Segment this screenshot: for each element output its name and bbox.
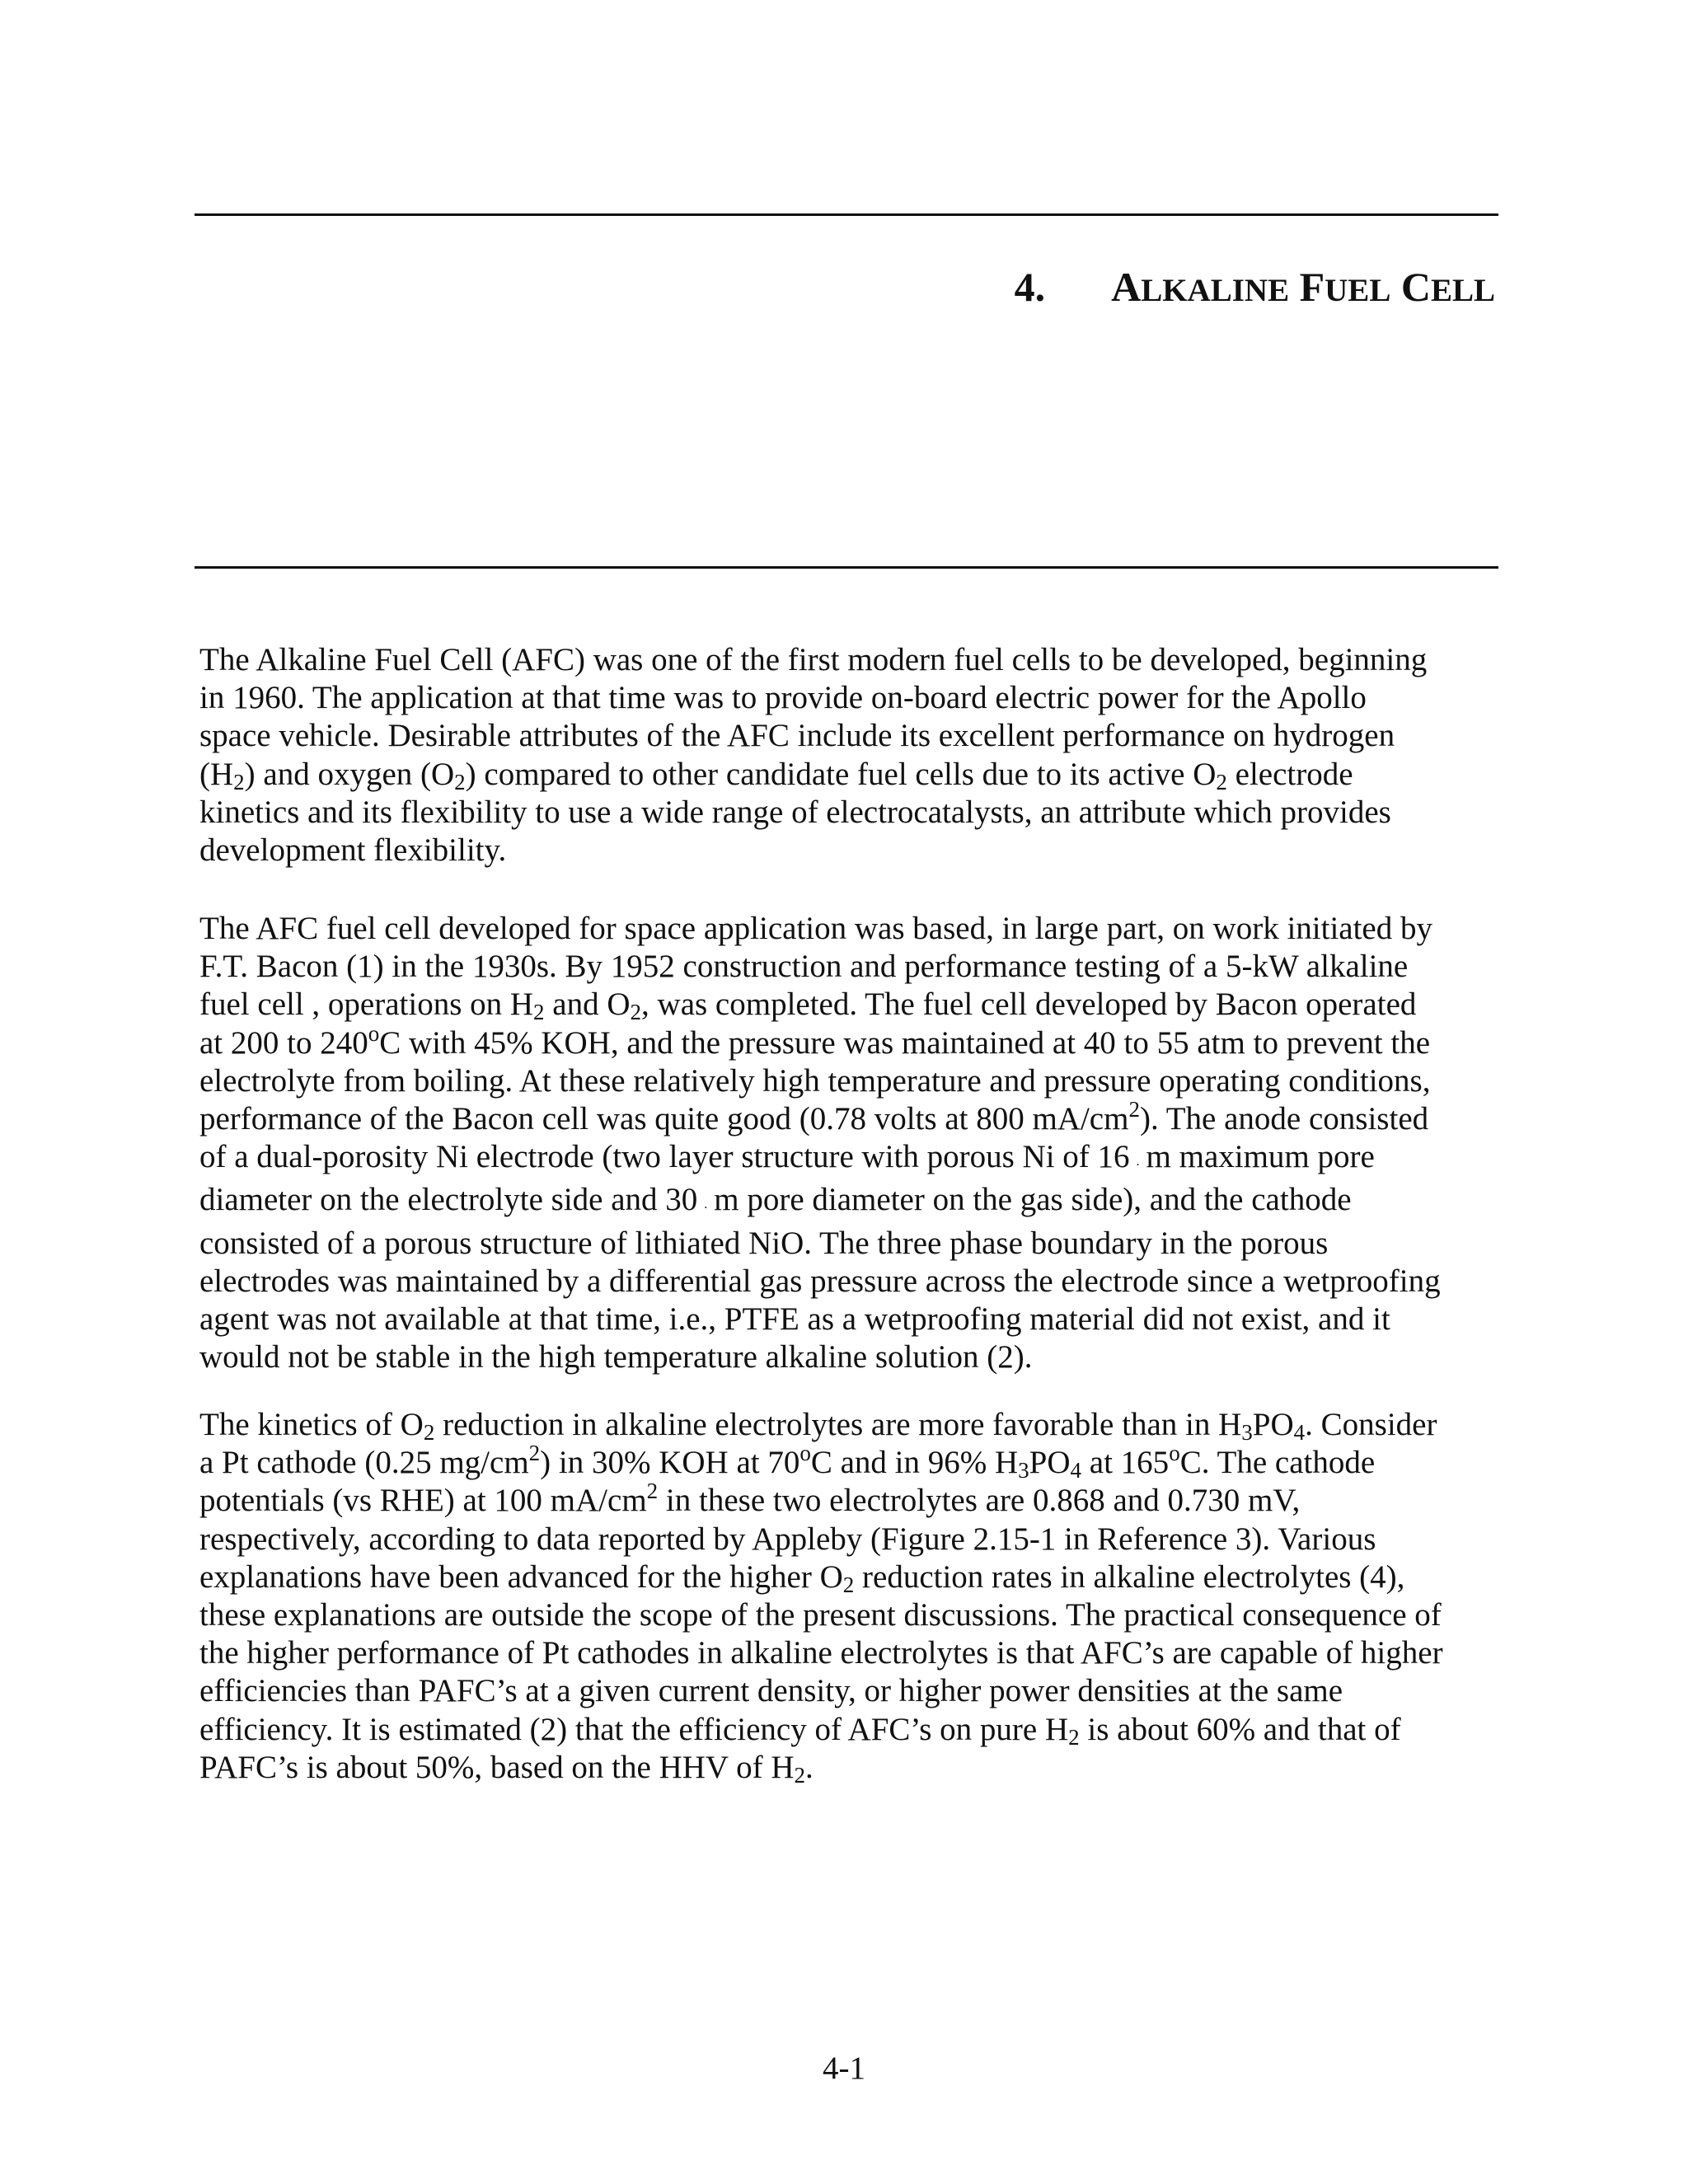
page-number: 4-1 bbox=[823, 2050, 865, 2086]
text-run: is about 60% and that of bbox=[1079, 1711, 1401, 1747]
text-run: these explanations are outside the scope of the present discussions. The practical consequence of bbox=[199, 1597, 1442, 1633]
paragraph bbox=[199, 641, 1518, 869]
superscript: o bbox=[799, 1441, 811, 1466]
text-run: C. The cathode bbox=[1179, 1445, 1376, 1481]
subscript: 2 bbox=[794, 1762, 806, 1788]
text-line bbox=[199, 717, 1518, 755]
text-run: PO bbox=[1252, 1407, 1294, 1442]
text-run: ) and oxygen (O bbox=[244, 756, 455, 792]
text-run: electrode bbox=[1226, 756, 1353, 792]
symbol-glyph: . bbox=[704, 1197, 708, 1212]
text-run: (H bbox=[199, 756, 234, 792]
text-run: C and in 96% H bbox=[810, 1445, 1019, 1481]
text-run: ). The anode consisted bbox=[1139, 1101, 1429, 1137]
text-run: , was completed. The fuel cell developed by Bacon operated bbox=[641, 987, 1417, 1023]
text-run: of a dual-porosity Ni electrode (two layer structure with porous Ni of 16 bbox=[199, 1139, 1130, 1175]
text-run: F.T. Bacon (1) in the 1930s. By 1952 construction and performance testing of a 5-kW alkaline bbox=[199, 949, 1409, 985]
text-line bbox=[199, 1097, 1518, 1138]
text-run: at 165 bbox=[1081, 1445, 1170, 1481]
text-line bbox=[199, 1406, 1518, 1444]
text-line bbox=[199, 1181, 1518, 1224]
text-run: and O bbox=[544, 987, 631, 1023]
title-word: FUEL bbox=[1299, 264, 1391, 310]
chapter-title bbox=[1111, 264, 1495, 310]
text-run: . bbox=[805, 1749, 814, 1785]
text-run: agent was not available at that time, i.e., PTFE as a wetproofing material did not exist, and it bbox=[199, 1301, 1390, 1338]
bottom-rule bbox=[195, 566, 1498, 569]
text-run: efficiencies than PAFC’s at a given current density, or higher power densities at the same bbox=[199, 1673, 1343, 1709]
subscript: 4 bbox=[1293, 1420, 1306, 1445]
paragraph bbox=[199, 1406, 1518, 1787]
text-line bbox=[199, 1062, 1518, 1100]
text-run: reduction rates in alkaline electrolytes (4), bbox=[854, 1558, 1405, 1595]
text-line bbox=[199, 1672, 1518, 1710]
title-word: CELL bbox=[1400, 264, 1495, 310]
text-run: space vehicle. Desirable attributes of the AFC include its excellent performance on hydrogen bbox=[199, 718, 1395, 754]
chapter-number: 4. bbox=[1014, 264, 1046, 310]
text-run: development flexibility. bbox=[199, 832, 507, 869]
subscript: 2 bbox=[233, 769, 245, 794]
text-line bbox=[199, 1558, 1518, 1596]
title-word: ALKALINE bbox=[1111, 264, 1290, 310]
text-run: in these two electrolytes are 0.868 and 0.730 mV, bbox=[658, 1483, 1301, 1519]
text-run: The Alkaline Fuel Cell (AFC) was one of the first modern fuel cells to be developed, beginning bbox=[199, 642, 1428, 677]
text-line bbox=[199, 756, 1518, 794]
text-line bbox=[199, 1338, 1518, 1376]
text-run: respectively, according to data reported by Appleby (Figure 2.15-1 in Reference 3). Various bbox=[199, 1521, 1376, 1557]
text-run: electrolyte from boiling. At these relatively high temperature and pressure operating conditions, bbox=[199, 1062, 1431, 1099]
subscript: 4 bbox=[1070, 1458, 1082, 1483]
subscript: 3 bbox=[1241, 1420, 1253, 1445]
text-run: the higher performance of Pt cathodes in alkaline electrolytes is that AFC’s are capable of higher bbox=[199, 1635, 1443, 1671]
text-line bbox=[199, 794, 1518, 832]
superscript: o bbox=[368, 1020, 380, 1046]
text-run: m pore diameter on the gas side), and the cathode bbox=[714, 1182, 1352, 1218]
text-line bbox=[199, 1301, 1518, 1338]
text-line bbox=[199, 1225, 1518, 1263]
superscript: 2 bbox=[528, 1441, 541, 1466]
subscript: 2 bbox=[630, 1000, 642, 1025]
text-run: ) in 30% KOH at 70 bbox=[540, 1445, 800, 1481]
chapter-heading bbox=[1015, 262, 1495, 316]
text-run: in 1960. The application at that time was to provide on-board electric power for the Apollo bbox=[199, 680, 1367, 716]
superscript: 2 bbox=[1128, 1097, 1140, 1122]
text-run: diameter on the electrolyte side and 30 bbox=[199, 1182, 698, 1218]
text-line bbox=[199, 1749, 1518, 1787]
text-line bbox=[199, 832, 1518, 869]
text-run: The kinetics of O bbox=[199, 1407, 424, 1442]
text-line bbox=[199, 1263, 1518, 1301]
text-line bbox=[199, 1596, 1518, 1634]
subscript: 2 bbox=[454, 769, 466, 794]
text-run: efficiency. It is estimated (2) that the efficiency of AFC’s on pure H bbox=[199, 1711, 1069, 1747]
text-run: m maximum pore bbox=[1146, 1139, 1375, 1175]
text-line bbox=[199, 679, 1518, 717]
text-run: would not be stable in the high temperature alkaline solution (2). bbox=[199, 1339, 1033, 1376]
text-line bbox=[199, 910, 1518, 948]
superscript: o bbox=[1169, 1441, 1180, 1466]
symbol-glyph: . bbox=[1136, 1155, 1140, 1169]
subscript: 3 bbox=[1018, 1458, 1029, 1483]
superscript: 2 bbox=[646, 1479, 659, 1504]
text-run: performance of the Bacon cell was quite good (0.78 volts at 800 mA/cm bbox=[199, 1101, 1129, 1137]
text-line bbox=[199, 1441, 1518, 1483]
text-run: . Consider bbox=[1305, 1407, 1437, 1442]
subscript: 2 bbox=[1216, 769, 1227, 794]
top-rule bbox=[195, 213, 1498, 216]
paragraph bbox=[199, 910, 1518, 1376]
text-run: a Pt cathode (0.25 mg/cm bbox=[199, 1445, 529, 1481]
text-line bbox=[199, 1138, 1518, 1181]
text-line bbox=[199, 641, 1518, 679]
subscript: 2 bbox=[1068, 1724, 1080, 1750]
text-run: PO bbox=[1029, 1445, 1071, 1481]
text-run: at 200 to 240 bbox=[199, 1024, 368, 1061]
text-line bbox=[199, 1479, 1518, 1520]
text-run: kinetics and its flexibility to use a wide range of electrocatalysts, an attribute which provides bbox=[199, 794, 1391, 830]
text-run: The AFC fuel cell developed for space application was based, in large part, on work initiated by bbox=[199, 911, 1432, 946]
subscript: 2 bbox=[842, 1572, 855, 1597]
text-run: ) compared to other candidate fuel cells due to its active O bbox=[465, 756, 1217, 792]
text-line bbox=[199, 1711, 1518, 1749]
text-run: reduction in alkaline electrolytes are more favorable than in H bbox=[434, 1407, 1242, 1442]
text-run: PAFC’s is about 50%, based on the HHV of H bbox=[199, 1749, 795, 1785]
subscript: 2 bbox=[423, 1420, 435, 1445]
text-run: potentials (vs RHE) at 100 mA/cm bbox=[199, 1483, 647, 1519]
text-run: fuel cell , operations on H bbox=[199, 987, 534, 1023]
text-line bbox=[199, 1020, 1518, 1062]
text-line bbox=[199, 986, 1518, 1024]
text-line bbox=[199, 1521, 1518, 1558]
text-run: explanations have been advanced for the higher O bbox=[199, 1558, 843, 1595]
text-run: consisted of a porous structure of lithiated NiO. The three phase boundary in the porous bbox=[199, 1225, 1329, 1261]
text-line bbox=[199, 948, 1518, 986]
text-line bbox=[199, 1634, 1518, 1672]
text-run: electrodes was maintained by a differential gas pressure across the electrode since a wetproofing bbox=[199, 1263, 1441, 1299]
text-run: C with 45% KOH, and the pressure was maintained at 40 to 55 atm to prevent the bbox=[379, 1024, 1431, 1061]
subscript: 2 bbox=[533, 1000, 545, 1025]
